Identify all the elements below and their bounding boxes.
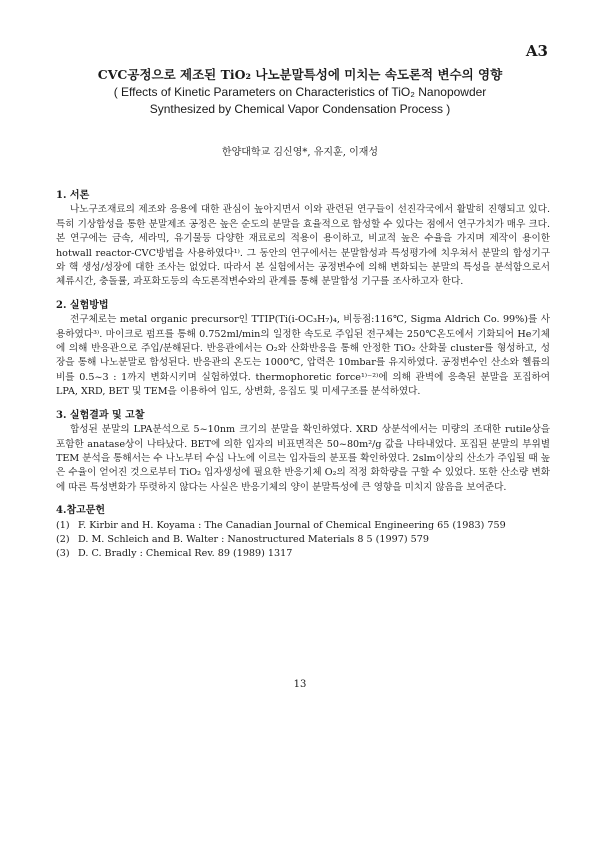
section-introduction (56, 189, 550, 290)
title-block (60, 66, 540, 118)
reference-text: D. M. Schleich and B. Walter : Nanostructured Materials 8 5 (1997) 579 (78, 533, 429, 545)
section-heading: 2. 실험방법 (56, 299, 109, 311)
reference-number: (2) (56, 533, 70, 545)
reference-item (56, 519, 550, 533)
reference-text: F. Kirbir and H. Koyama : The Canadian Journal of Chemical Engineering 65 (1983) 759 (78, 519, 506, 531)
section-methods (56, 299, 550, 400)
page-number: 13 (293, 679, 307, 690)
section-text: 전구체로는 metal organic precursor인 TTIP(Ti(i-OC₃H₇)₄, 비등점:116℃, Sigma Aldrich Co. 99%)를 사용하였다³⁾. 마이크로 펌프를 통해 0.752ml/min의 일정한 속도로 주입된 전구체는 250℃온도에서 기화되어 He기체에 의해 반응관으로 주입/분해된다. 반응관에서는 O₂와 산화반응을 통해 안정한 TiO₂ 산화물 cluster를 형성하고, 성장을 통해 나노분말로 합성된다. 반응관의 온도는 1000℃, 압력은 10mbar를 유지하였다. 공정변수인 산소와 헬륨의 비를 0.5~3 : 1까지 변화시키며 실험하였다. thermophoretic force¹⁾⁻²⁾에 의해 관벽에 응축된 분말을 포집하여 LPA, XRD, BET 및 TEM을 이용하여 입도, 상변화, 응집도 및 미세구조를 분석하였다. (56, 314, 550, 398)
reference-item (56, 547, 550, 561)
title-english-line-2: Synthesized by Chemical Vapor Condensation Process ) (149, 102, 451, 116)
section-heading: 1. 서론 (56, 190, 90, 201)
reference-item (56, 533, 550, 547)
reference-list (56, 519, 550, 562)
section-text: 나노구조재료의 제조와 응용에 대한 관심이 높아지면서 이와 관련된 연구들이 선진각국에서 활발히 진행되고 있다. 특히 기상합성을 통한 분말제조 공정은 높은 순도의 분말을 효율적으로 합성할 수 있다는 점에서 연구가치가 매우 크다. 본 연구에는 금속, 세라믹, 유기물등 다양한 재료로의 적용이 용이하고, 비교적 높은 수율을 가지며 제작이 용이한 hotwall reactor-CVC방법을 사용하였다¹⁾. 그 동안의 연구에서는 분말합성과 특성평가에 치우쳐서 분말의 합성기구와 핵 생성/성장에 대한 조사는 없었다. 따라서 본 실험에서는 공정변수에 의해 변화되는 분말의 특성을 분석함으로서 체류시간, 충돌률, 과포화도등의 속도론적변수와의 관계를 통해 분말합성 기구를 조사하고자 한다. (56, 204, 550, 288)
title-korean: CVC공정으로 제조된 TiO₂ 나노분말특성에 미치는 속도론적 변수의 영향 (97, 67, 503, 82)
section-heading: 3. 실험결과 및 고찰 (56, 409, 145, 421)
section-references (56, 504, 550, 562)
section-text: 합성된 분말의 LPA분석으로 5~10nm 크기의 분말을 확인하였다. XRD 상분석에서는 미량의 조대한 rutile상을 포함한 anatase상이 나타났다. BET에 의한 입자의 비표면적은 50~80m²/g 값을 나타내었다. 포집된 분말의 부위별 TEM 분석을 통해서는 수 나노부터 수십 나노에 이르는 입자들의 분포를 확인하였다. 2slm이상의 산소가 주입될 때 높은 수율이 얻어진 것으로부터 TiO₂ 입자생성에 필요한 반응기체 O₂의 적정 화학량을 구할 수 있었다. 또한 산소량 변화에 따른 특성변화가 뚜렷하지 않다는 사실은 반응기체의 양이 분말특성에 큰 영향을 미치지 않음을 보여준다. (56, 424, 550, 493)
title-english-line-1: ( Effects of Kinetic Parameters on Characteristics of TiO₂ Nanopowder (113, 85, 487, 99)
body-content (56, 189, 550, 562)
reference-number: (3) (56, 548, 70, 560)
authors: 한양대학교 김신영*, 유지훈, 이재성 (221, 147, 379, 158)
section-results (56, 409, 550, 495)
references-heading: 4.참고문헌 (56, 505, 106, 517)
reference-text: D. C. Bradly : Chemical Rev. 89 (1989) 1317 (78, 548, 293, 560)
page-id: A3 (525, 42, 548, 60)
reference-number: (1) (56, 519, 70, 531)
